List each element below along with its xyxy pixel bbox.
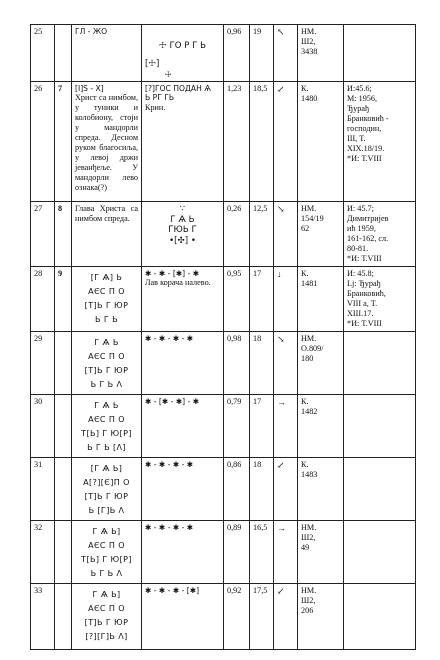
- obverse-cell: [72, 458, 142, 521]
- reverse-cell: [142, 458, 224, 521]
- bibliography-cell: [344, 458, 416, 521]
- bibliography-line: *И: Т.VIII: [347, 254, 382, 264]
- table-row: [31, 82, 416, 202]
- obverse-cell: [72, 202, 142, 267]
- obverse-legend-line: АЄС П О: [88, 287, 125, 297]
- reverse-legend-line: •[✣] •: [169, 235, 196, 246]
- reverse-legend-line: ✱ - ✱ - ✱ - [✱]: [145, 586, 200, 596]
- bibliography-line: VIII a, T.: [347, 299, 378, 309]
- obverse-legend-line: [Т]Ь Г ЮР: [84, 366, 129, 376]
- reverse-description: Крин.: [145, 102, 166, 112]
- die-axis-arrow: ↙: [274, 458, 298, 521]
- type-number: [55, 458, 72, 521]
- bibliography-cell: [344, 521, 416, 584]
- obverse-legend-line: [Г Ѧ Ь]: [90, 464, 123, 474]
- obverse-legend-line: Г Ѧ Ь]: [92, 590, 121, 600]
- type-number: [55, 395, 72, 458]
- obverse-cell: [72, 332, 142, 395]
- obverse-legend-line: Г Ѧ Ь: [94, 338, 119, 348]
- reverse-legend-line: ✱ - [✱ - ✱] - ✱: [145, 397, 200, 407]
- reverse-legend-line: Г Ѧ Ь: [170, 214, 195, 225]
- catalog-number: 25: [31, 25, 55, 82]
- die-axis-arrow: ↙: [274, 584, 298, 650]
- obverse-cell: [72, 584, 142, 650]
- bibliography-line: И: 45.7;: [347, 204, 374, 214]
- inventory-line: 1480: [301, 94, 318, 104]
- diameter-value: 16,5: [250, 521, 274, 584]
- inventory-line: Ш2,: [301, 596, 316, 606]
- obverse-legend-line: [Т]Ь Г ЮР: [84, 301, 129, 311]
- type-number: [55, 521, 72, 584]
- inventory-line: НМ.: [301, 204, 317, 214]
- diameter-value: 17,5: [250, 584, 274, 650]
- table-row: [31, 521, 416, 584]
- reverse-legend-line: ГЮЬ Г: [168, 225, 197, 236]
- reverse-cell: [142, 82, 224, 202]
- weight-value: 0,89: [224, 521, 250, 584]
- reverse-legend-line: ✱ - ✱ - ✱ - ✱: [145, 460, 194, 470]
- bibliography-line: *И: Т.VIII: [347, 154, 382, 164]
- obverse-legend-line: Ь Г Ь [Λ]: [87, 443, 126, 453]
- weight-value: 0,86: [224, 458, 250, 521]
- bibliography-line: 161-162, сл.: [347, 234, 389, 244]
- obverse-cell: [72, 395, 142, 458]
- bibliography-line: Бранковић,: [347, 289, 386, 299]
- bibliography-line: Бранковић -: [347, 114, 389, 124]
- inventory-line: 1483: [301, 470, 318, 480]
- obverse-legend-line: А[?][Є]П О: [83, 478, 130, 488]
- bibliography-cell: [344, 267, 416, 332]
- bibliography-cell: [344, 395, 416, 458]
- diameter-value: 18,5: [250, 82, 274, 202]
- bibliography-line: *И: T.VIII: [347, 319, 382, 329]
- catalog-number: 32: [31, 521, 55, 584]
- bibliography-cell: [344, 82, 416, 202]
- inventory-line: НМ.: [301, 586, 317, 596]
- obverse-legend-line: [Т]Ь Г ЮР: [84, 492, 129, 502]
- inventory-line: К.: [301, 84, 309, 94]
- obverse-description: Глава Христа са нимбом спреда.: [75, 204, 138, 224]
- catalog-number: 28: [31, 267, 55, 332]
- reverse-cell: [142, 521, 224, 584]
- type-number: [55, 332, 72, 395]
- obverse-legend-line: АЄС П О: [88, 352, 125, 362]
- type-number: [55, 584, 72, 650]
- die-axis-arrow: →: [274, 521, 298, 584]
- inventory-cell: [298, 521, 344, 584]
- die-axis-arrow: →: [274, 395, 298, 458]
- obverse-cell: [72, 521, 142, 584]
- obverse-inscription: [І]Ѕ - Х]: [75, 84, 104, 94]
- inventory-line: 62: [301, 224, 310, 234]
- inventory-cell: [298, 395, 344, 458]
- obverse-legend-line: Ь [Г]Ь Λ: [88, 506, 125, 516]
- reverse-legend-top: ∵: [179, 204, 186, 215]
- reverse-legend-line: ✱ - ✱ - ✱ - ✱: [145, 523, 194, 533]
- bibliography-line: Димитријев: [347, 214, 389, 224]
- reverse-cell: [142, 25, 224, 82]
- inventory-line: 180: [301, 354, 314, 364]
- obverse-legend-line: Г Ѧ Ь: [94, 401, 119, 411]
- inventory-line: 3438: [301, 47, 318, 56]
- inventory-cell: [298, 82, 344, 202]
- type-number: 7: [55, 82, 72, 202]
- weight-value: 0,96: [224, 25, 250, 82]
- table-row: [31, 458, 416, 521]
- weight-value: 1,23: [224, 82, 250, 202]
- coin-catalog-table: [30, 24, 416, 650]
- reverse-legend-line: ✱ - ✱ - [✱] - ✱: [145, 269, 200, 279]
- bibliography-line: М: 1956,: [347, 94, 378, 104]
- table-row: [31, 584, 416, 650]
- reverse-cell: [142, 332, 224, 395]
- reverse-legend-bottom: ☩: [165, 69, 172, 79]
- catalog-rows: [31, 25, 416, 650]
- obverse-legend-line: [Т]Ь Г ЮР: [84, 618, 129, 628]
- reverse-cell: [142, 395, 224, 458]
- inventory-line: 1481: [301, 279, 318, 289]
- inventory-cell: [298, 267, 344, 332]
- diameter-value: 18: [250, 332, 274, 395]
- inventory-line: 49: [301, 543, 310, 553]
- table-row: [31, 202, 416, 267]
- bibliography-line: господин,: [347, 124, 382, 134]
- diameter-value: 17: [250, 267, 274, 332]
- inventory-line: 154/19: [301, 214, 324, 224]
- die-axis-arrow: ↓: [274, 267, 298, 332]
- catalog-number: 27: [31, 202, 55, 267]
- obverse-legend-line: [?][Г]Ь Λ]: [85, 632, 128, 642]
- diameter-value: 12,5: [250, 202, 274, 267]
- type-number: 9: [55, 267, 72, 332]
- die-axis-arrow: ↖: [274, 25, 298, 82]
- diameter-value: 17: [250, 395, 274, 458]
- catalog-page: [30, 24, 415, 650]
- obverse-inscription: ГЛ - ЖО: [75, 27, 108, 36]
- inventory-line: Ш2,: [301, 533, 316, 543]
- bibliography-line: III, Т.: [347, 134, 366, 144]
- bibliography-line: Lj: Ђурађ: [347, 279, 381, 289]
- bibliography-line: XIX.18/19.: [347, 144, 385, 154]
- bibliography-line: И: 45.8;: [347, 269, 374, 279]
- inventory-line: О.809/: [301, 344, 324, 354]
- inventory-line: Ш2,: [301, 37, 316, 46]
- bibliography-cell: [344, 332, 416, 395]
- obverse-legend-line: [Г Ѧ] Ь: [90, 273, 123, 283]
- reverse-legend-line: ✱ - ✱ - ✱ - ✱: [145, 334, 194, 344]
- catalog-number: 26: [31, 82, 55, 202]
- inventory-cell: [298, 458, 344, 521]
- obverse-legend-line: Т[Ь] Г Ю[Р]: [81, 555, 132, 565]
- bibliography-cell: [344, 25, 416, 82]
- catalog-number: 30: [31, 395, 55, 458]
- type-number: [55, 25, 72, 82]
- weight-value: 0,79: [224, 395, 250, 458]
- inventory-cell: [298, 25, 344, 82]
- bibliography-line: И:45.6;: [347, 84, 372, 94]
- inventory-line: К.: [301, 269, 309, 279]
- weight-value: 0,98: [224, 332, 250, 395]
- obverse-description: Христ са нимбом, у туники и колобиону, стоји у мандорли спреда. Десном руком благосиља, у левој држи јеванђеље. У мандорли лево ознака(?): [75, 93, 138, 193]
- catalog-number: 33: [31, 584, 55, 650]
- reverse-description: Лав корача налево.: [145, 278, 211, 288]
- weight-value: 0,95: [224, 267, 250, 332]
- type-number: 8: [55, 202, 72, 267]
- inventory-line: НМ.: [301, 27, 317, 36]
- inventory-cell: [298, 332, 344, 395]
- obverse-cell: [72, 82, 142, 202]
- inventory-line: НМ.: [301, 334, 317, 344]
- inventory-line: К.: [301, 460, 309, 470]
- catalog-number: 31: [31, 458, 55, 521]
- bibliography-cell: [344, 202, 416, 267]
- die-axis-arrow: ↘: [274, 202, 298, 267]
- obverse-legend-line: Ь Г Ь: [95, 315, 118, 325]
- reverse-legend-line: ☩ ГО Р Г Ь: [159, 41, 206, 51]
- obverse-legend-line: АЄС П О: [88, 415, 125, 425]
- inventory-line: 1482: [301, 407, 318, 417]
- obverse-legend-line: Т[Ь] Г Ю[Р]: [81, 429, 132, 439]
- obverse-legend-line: Г Ѧ Ь]: [92, 527, 121, 537]
- diameter-value: 19: [250, 25, 274, 82]
- bibliography-line: Ђурађ: [347, 104, 369, 114]
- obverse-cell: [72, 267, 142, 332]
- obverse-legend-line: АЄС П О: [88, 541, 125, 551]
- reverse-cell: [142, 584, 224, 650]
- inventory-line: К.: [301, 397, 309, 407]
- obverse-cell: [72, 25, 142, 82]
- bibliography-line: 80-81.: [347, 244, 369, 254]
- weight-value: 0,92: [224, 584, 250, 650]
- reverse-cell: [142, 267, 224, 332]
- table-row: [31, 25, 416, 82]
- table-row: [31, 395, 416, 458]
- reverse-legend-line: [?]ГОС ПОДАН Ѧ: [145, 84, 211, 94]
- weight-value: 0,26: [224, 202, 250, 267]
- table-row: [31, 267, 416, 332]
- table-row: [31, 332, 416, 395]
- inventory-line: НМ.: [301, 523, 317, 533]
- catalog-number: 29: [31, 332, 55, 395]
- reverse-cell: [142, 202, 224, 267]
- reverse-legend-line: Ь РГ ГЬ: [145, 93, 175, 103]
- inventory-cell: [298, 584, 344, 650]
- inventory-cell: [298, 202, 344, 267]
- bibliography-line: ић 1959,: [347, 224, 376, 234]
- obverse-legend-line: Ь Г Ь Λ: [90, 380, 123, 390]
- obverse-legend-line: АЄС П О: [88, 604, 125, 614]
- bibliography-line: XIII.17.: [347, 309, 374, 319]
- reverse-legend-line: [☩]: [145, 59, 160, 70]
- obverse-legend-line: Ь Г Ь Λ: [90, 569, 123, 579]
- die-axis-arrow: ↘: [274, 332, 298, 395]
- diameter-value: 18: [250, 458, 274, 521]
- inventory-line: 206: [301, 606, 314, 616]
- die-axis-arrow: ↙: [274, 82, 298, 202]
- bibliography-cell: [344, 584, 416, 650]
